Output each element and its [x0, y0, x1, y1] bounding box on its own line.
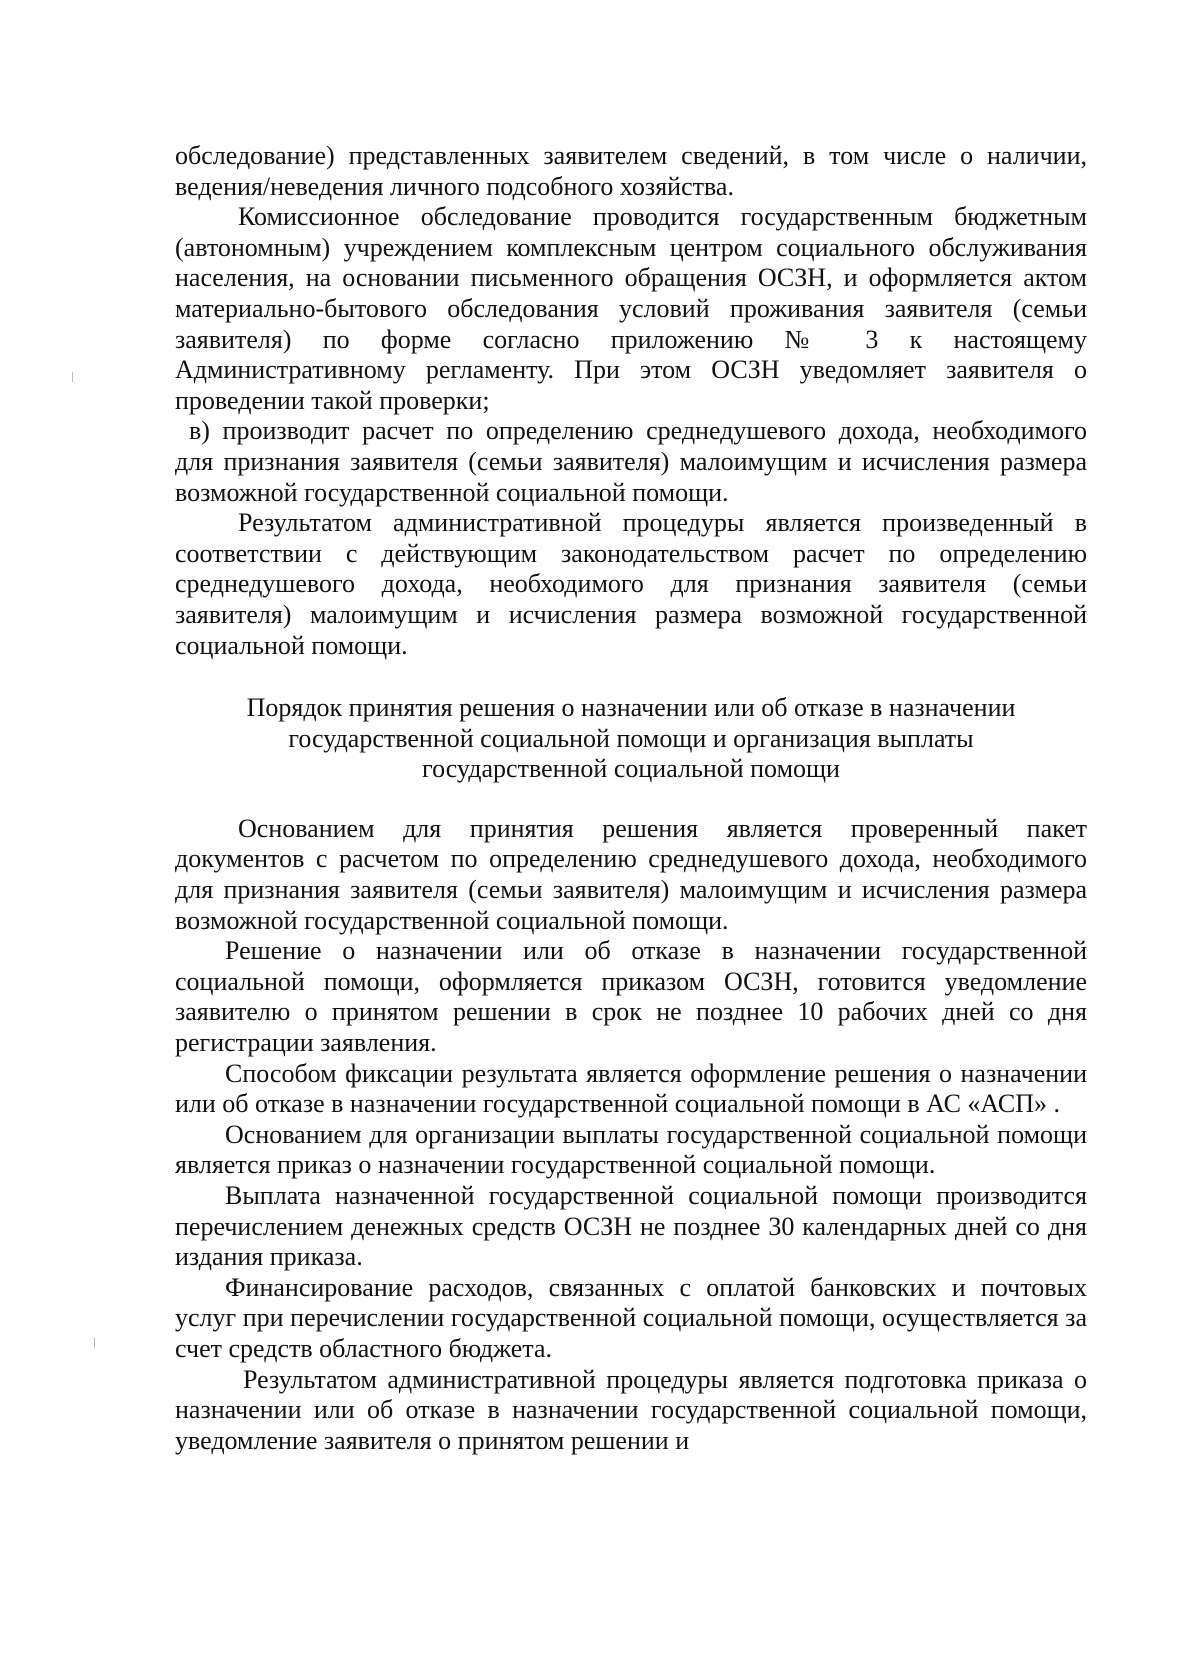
paragraph: Решение о назначении или об отказе в назначении государственной социальной помощи, оформляется приказом ОСЗН, готовится уведомление заявителю о принятом решении в срок не позднее 10 рабочих дней со дня регистрации заявления.	[175, 936, 1087, 1058]
paragraph: обследование) представленных заявителем сведений, в том числе о наличии, ведения/неведения личного подсобного хозяйства.	[175, 141, 1087, 201]
heading-line: государственной социальной помощи	[422, 754, 840, 784]
paragraph: Основанием для принятия решения является проверенный пакет документов с расчетом по определению среднедушевого дохода, необходимого для признания заявителя (семьи заявителя) малоимущим и исчисления размера возможной государственной социальной помощи.	[175, 813, 1087, 935]
paragraph: Результатом административной процедуры является произведенный в соответствии с действующим законодательством расчет по определению среднедушевого дохода, необходимого для признания заявителя (семьи заявителя) малоимущим и исчисления размера возможной государственной социальной помощи.	[175, 508, 1087, 660]
document-body	[175, 141, 1087, 1456]
paragraph: в) производит расчет по определению среднедушевого дохода, необходимого для признания заявителя (семьи заявителя) малоимущим и исчисления размера возможной государственной социальной помощи.	[175, 416, 1087, 507]
paragraph: Способом фиксации результата является оформление решения о назначении или об отказе в назначении государственной социальной помощи в АС «АСП» .	[175, 1058, 1087, 1119]
paragraph: Основанием для организации выплаты государственной социальной помощи является приказ о назначении государственной социальной помощи.	[175, 1119, 1087, 1180]
paragraph: Финансирование расходов, связанных с оплатой банковских и почтовых услуг при перечислении государственной социальной помощи, осуществляется за счет средств областного бюджета.	[175, 1272, 1087, 1363]
scan-artifact	[94, 1338, 95, 1348]
heading-line: государственной социальной помощи и организация выплаты	[288, 723, 974, 753]
section-heading	[175, 693, 1087, 785]
paragraph: Результатом административной процедуры является подготовка приказа о назначении или об отказе в назначении государственной социальной помощи, уведомление заявителя о принятом решении и	[175, 1364, 1087, 1455]
paragraph: Комиссионное обследование проводится государственным бюджетным (автономным) учреждением комплексным центром социального обслуживания населения, на основании письменного обращения ОСЗН, и оформляется актом материально-бытового обследования условий проживания заявителя (семьи заявителя) по форме согласно приложению № 3 к настоящему Административному регламенту. При этом ОСЗН уведомляет заявителя о проведении такой проверки;	[175, 202, 1087, 415]
scan-artifact	[72, 372, 73, 382]
heading-line: Порядок принятия решения о назначении или об отказе в назначении	[246, 693, 1016, 723]
paragraph: Выплата назначенной государственной социальной помощи производится перечислением денежных средств ОСЗН не позднее 30 календарных дней со дня издания приказа.	[175, 1181, 1087, 1272]
